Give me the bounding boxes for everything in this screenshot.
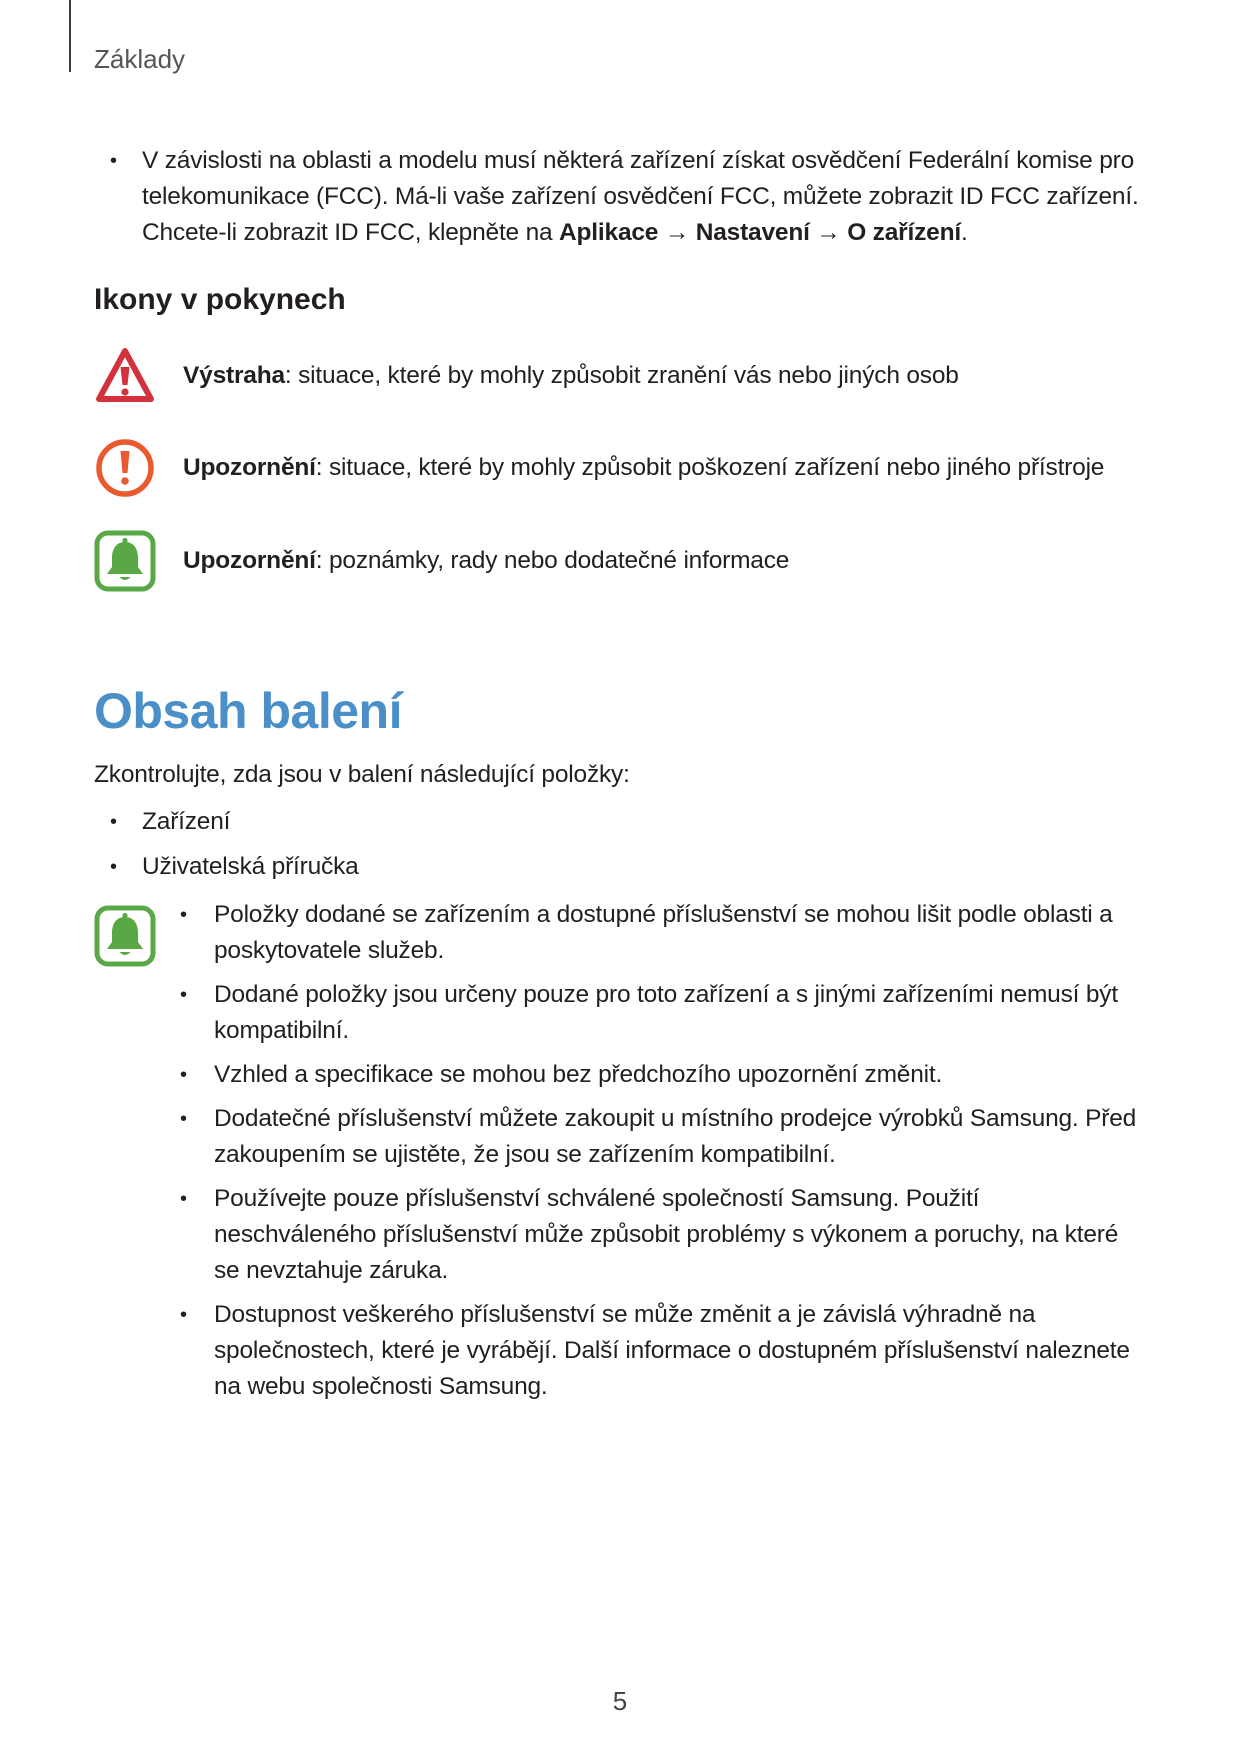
bell-note-icon: [94, 905, 156, 967]
package-notes: [180, 897, 1140, 1413]
icons-section-title: Ikony v pokynech: [94, 283, 346, 316]
note-item: • Dodatečné příslušenství můžete zakoupit u místního prodejce výrobků Samsung. Před zakoupením se ujistěte, že jsou se zařízením kompatibilní.: [180, 1105, 1137, 1168]
icon-legend-note: [94, 530, 1144, 594]
fcc-note-text: V závislosti na oblasti a modelu musí některá zařízení získat osvědčení Federální komise pro telekomunikace (FCC). Má-li vaše zařízení osvědčení FCC, můžete zobrazit ID FCC zařízení. Chcete-li zobrazit ID FCC, klepněte na Aplikace → Nastavení → O zařízení.: [142, 147, 1139, 246]
menu-path-apps: Aplikace: [559, 219, 659, 246]
warning-label: Výstraha: situace, které by mohly způsobit zranění vás nebo jiných osob: [183, 362, 959, 389]
caution-circle-icon: [94, 437, 156, 499]
menu-path-about: O zařízení: [847, 219, 961, 246]
bullet: •: [110, 150, 117, 172]
package-intro: Zkontrolujte, zda jsou v balení následující položky:: [94, 761, 630, 788]
page-number: 5: [612, 1686, 628, 1716]
package-title: Obsah balení: [94, 683, 402, 739]
warning-triangle-icon: [94, 345, 156, 407]
note-label: Upozornění: poznámky, rady nebo dodatečné informace: [183, 547, 790, 574]
note-item: • Položky dodané se zařízením a dostupné příslušenství se mohou lišit podle oblasti a poskytovatele služeb.: [180, 901, 1113, 964]
note-item: • Vzhled a specifikace se mohou bez předchozího upozornění změnit.: [180, 1061, 943, 1088]
icon-legend-caution: [94, 437, 1144, 501]
bell-note-icon: [94, 530, 156, 592]
running-header: Základy: [94, 44, 186, 74]
menu-path-settings: Nastavení: [695, 219, 810, 246]
icon-legend-warning: [94, 345, 1144, 409]
note-item: • Používejte pouze příslušenství schválené společností Samsung. Použití neschváleného příslušenství může způsobit problémy s výkonem a poruchy, na které se nevztahuje záruka.: [180, 1185, 1119, 1284]
caution-label: Upozornění: situace, které by mohly způsobit poškození zařízení nebo jiného přístroje: [183, 454, 1105, 481]
header-rule: [69, 0, 71, 72]
note-item: • Dostupnost veškerého příslušenství se může změnit a je závislá výhradně na společnostech, které je vyrábějí. Další informace o dostupném příslušenství naleznete na webu společnosti Samsung.: [180, 1301, 1130, 1400]
note-item: • Dodané položky jsou určeny pouze pro toto zařízení a s jinými zařízeními nemusí být kompatibilní.: [180, 981, 1118, 1044]
